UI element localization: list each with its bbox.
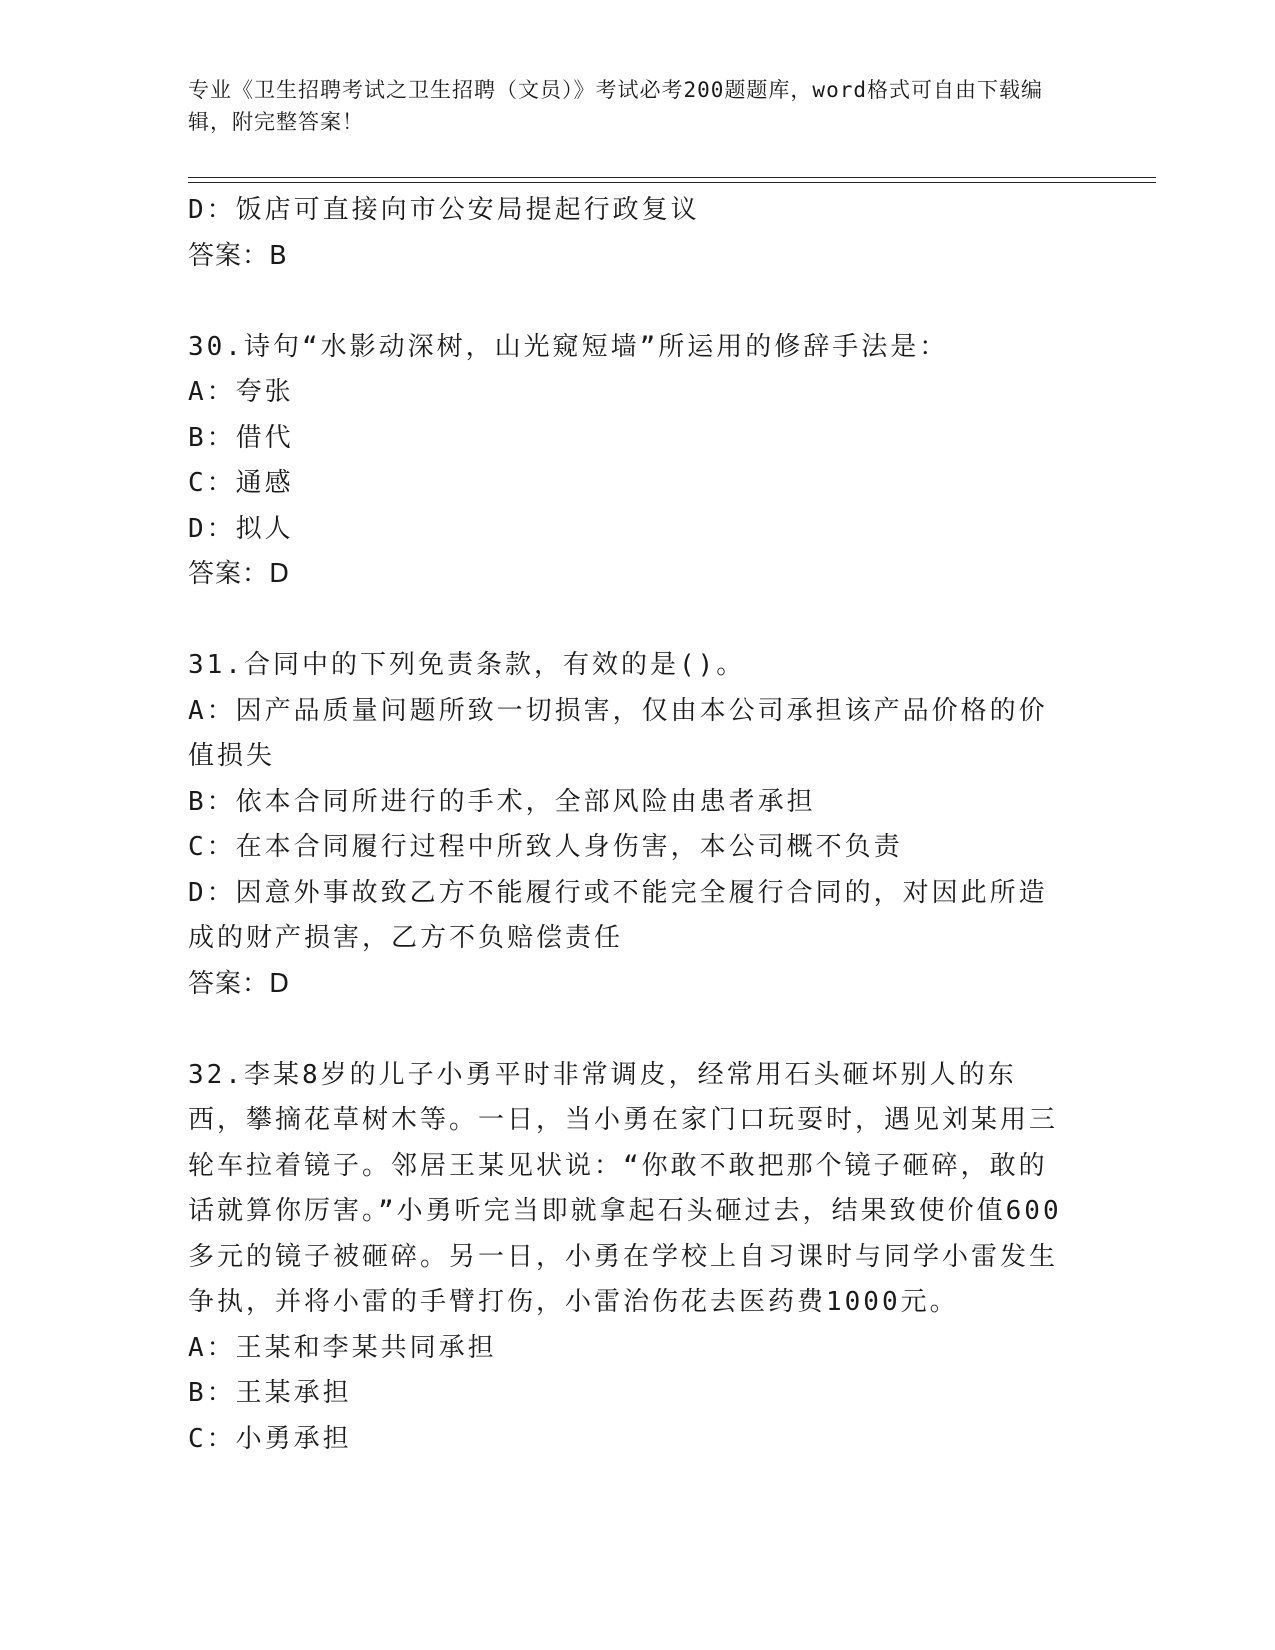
q32-option-b: B：王某承担 (188, 1378, 352, 1408)
spacer (188, 1007, 1068, 1053)
spacer (188, 598, 1068, 644)
q31-stem: 31.合同中的下列免责条款，有效的是()。 (188, 650, 746, 680)
spacer (188, 279, 1068, 325)
q32-option-a: A：王某和李某共同承担 (188, 1332, 497, 1363)
q30-option-c: C：通感 (188, 468, 294, 498)
document-header: 专业《卫生招聘考试之卫生招聘（文员）》考试必考200题题库，word格式可自由下载编辑，附完整答案！ (188, 78, 1043, 134)
q31-option-c: C：在本合同履行过程中所致人身伤害，本公司概不负责 (188, 832, 903, 862)
q31-answer: 答案：D (188, 968, 291, 999)
q29-option-d: D：饭店可直接向市公安局提起行政复议 (188, 195, 700, 225)
q30-answer: 答案：D (188, 559, 291, 589)
q30-option-b: B：借代 (188, 422, 294, 453)
question-content (188, 188, 1068, 1462)
q31-option-b: B：依本合同所进行的手术，全部风险由患者承担 (188, 786, 816, 817)
q31-option-a: A：因产品质量问题所致一切损害，仅由本公司承担该产品价格的价值损失 (188, 695, 1048, 771)
header-divider-top (188, 177, 1156, 178)
q30-stem: 30.诗句“水影动深树，山光窥短墙”所运用的修辞手法是： (188, 331, 949, 362)
q30-option-d: D：拟人 (188, 513, 294, 544)
q32-option-c: C：小勇承担 (188, 1423, 352, 1454)
header-divider-bottom (188, 182, 1156, 183)
q31-option-d: D：因意外事故致乙方不能履行或不能完全履行合同的，对因此所造成的财产损害，乙方不负赔偿责任 (188, 877, 1048, 953)
q30-option-a: A：夸张 (188, 377, 294, 407)
q29-answer: 答案：B (188, 240, 288, 271)
q32-stem: 32.李某8岁的儿子小勇平时非常调皮，经常用石头砸坏别人的东西，攀摘花草树木等。一日，当小勇在家门口玩耍时，遇见刘某用三轮车拉着镜子。邻居王某见状说：“你敢不敢把那个镜子砸碎，敢的话就算你厉害。”小勇听完当即就拿起石头砸过去，结果致使价值600多元的镜子被砸碎。另一日，小勇在学校上自习课时与同学小雷发生争执，并将小雷的手臂打伤，小雷治伤花去医药费1000元。 (188, 1059, 1062, 1317)
